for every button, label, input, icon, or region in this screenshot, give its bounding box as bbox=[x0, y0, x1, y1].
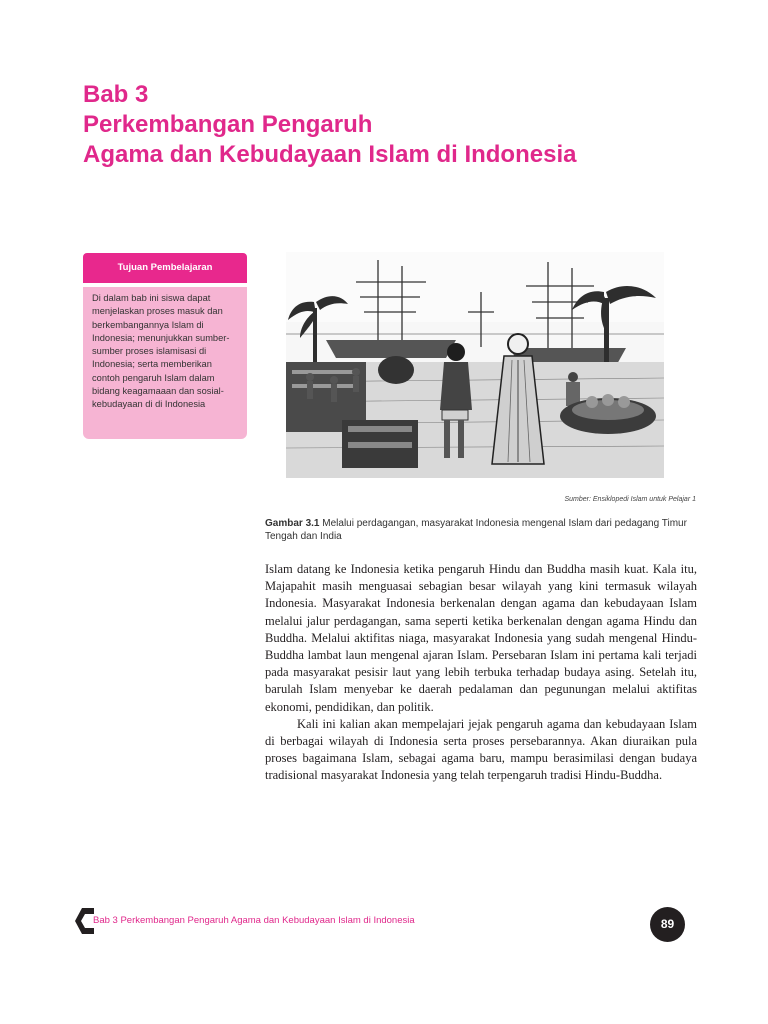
learning-objectives-heading: Tujuan Pembelajaran bbox=[83, 253, 247, 283]
chapter-number: Bab 3 bbox=[83, 81, 149, 108]
chapter-title-block bbox=[83, 80, 576, 170]
learning-objectives-box bbox=[83, 253, 247, 439]
page-number: 89 bbox=[650, 907, 685, 942]
figure-source: Sumber: Ensiklopedi Islam untuk Pelajar 1 bbox=[564, 496, 696, 503]
learning-objectives-text: Di dalam bab ini siswa dapat menjelaskan proses masuk dan berkembangannya Islam di Indonesia; menunjukkan sumber-sumber proses islamisasi di Indonesia; serta memberikan contoh pengaruh Islam dalam bidang keagamaaan dan sosial-kebudayaan di di Indonesia bbox=[83, 287, 247, 439]
figure-caption bbox=[265, 517, 700, 543]
chapter-title-line-1: Perkembangan Pengaruh bbox=[83, 111, 373, 138]
chapter-intro bbox=[265, 561, 697, 785]
running-footer: Bab 3 Perkembangan Pengaruh Agama dan Kebudayaan Islam di Indonesia bbox=[93, 915, 415, 926]
harbor-illustration bbox=[286, 252, 664, 478]
body-paragraph: Kali ini kalian akan mempelajari jejak pengaruh agama dan kebudayaan Islam di berbagai wilayah di Indonesia serta proses persebarannya. Akan diuraikan pula proses bagaimana Islam, sebagai agama baru, mampu berasimilasi dengan budaya tradisional masyarakat Indonesia yang telah terpengaruh tradisi Hindu-Buddha. bbox=[265, 716, 697, 783]
body-paragraph: Islam datang ke Indonesia ketika pengaruh Hindu dan Buddha masih kuat. Kala itu, Majapahit masih menguasai sebagian besar wilayah yang kini termasuk wilayah Indonesia. Masyarakat Indonesia berkenalan dengan agama dan kebudayaan Islam melalui jalur perdagangan, sama seperti ketika berkenalan dengan agama Hindu dan Buddha. Melalui aktifitas niaga, masyarakat Indonesia yang sudah mengenal Hindu-Buddha lambat laun mengenal ajaran Islam. Persebaran Islam ini pertama kali terjadi pada masyarakat pesisir laut yang lebih terbuka terhadap budaya asing. Setelah itu, barulah Islam menyebar ke daerah pedalaman dan pegunungan melalui aktifitas ekonomi, pendidikan, dan politik. bbox=[265, 562, 697, 714]
chapter-title-line-2: Agama dan Kebudayaan Islam di Indonesia bbox=[83, 141, 577, 168]
figure-caption-text: Melalui perdagangan, masyarakat Indonesia mengenal Islam dari pedagang Timur Tengah dan India bbox=[265, 518, 687, 542]
figure-caption-label: Gambar 3.1 bbox=[265, 518, 320, 529]
